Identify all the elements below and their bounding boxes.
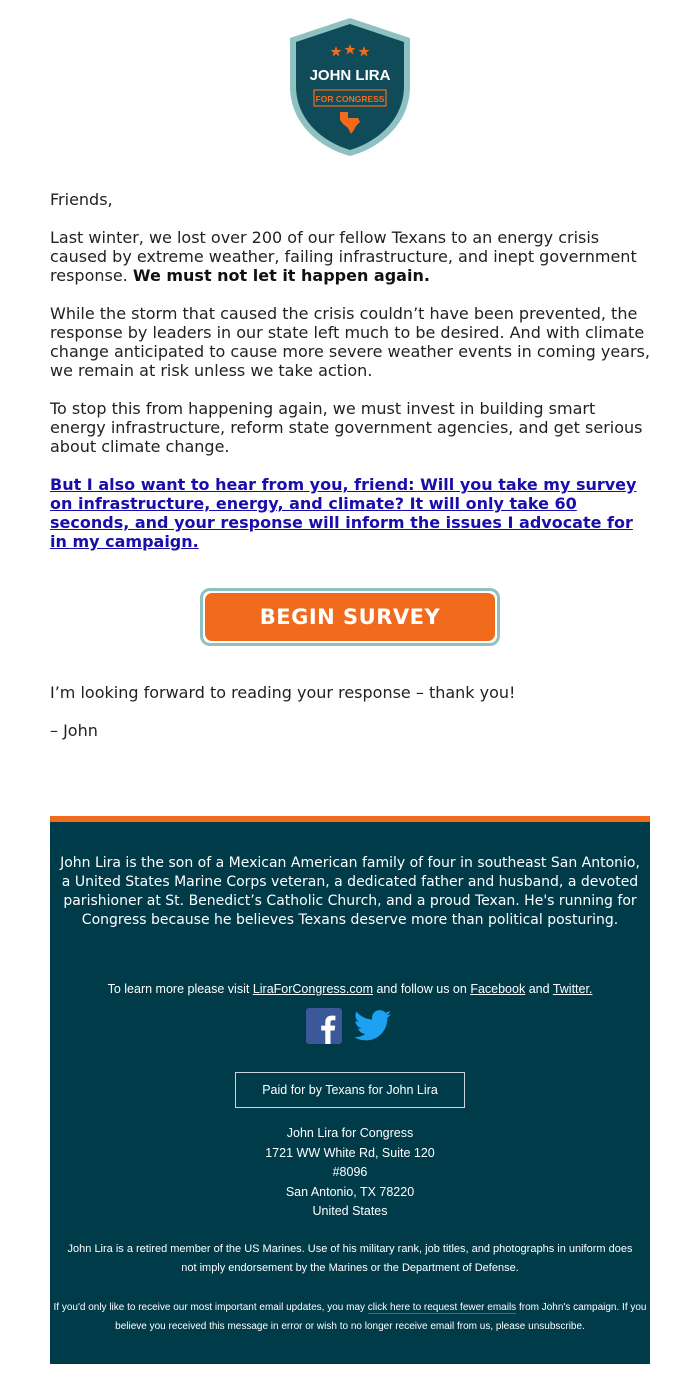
learn-more-line: To learn more please visit LiraForCongress.com and follow us on Facebook and Twitter. [107,982,593,996]
facebook-link[interactable]: Facebook [470,982,526,996]
military-disclaimer: John Lira is a retired member of the US Marines. Use of his military rank, job titles, and photographs in uniform does not imply endorsement by the Marines or the Department of Defense. [67,1243,633,1274]
begin-survey-button[interactable]: BEGIN SURVEY [205,593,495,641]
emphasis-text: We must not let it happen again. [132,266,430,285]
svg-text:FOR CONGRESS: FOR CONGRESS [315,94,385,104]
candidate-bio: John Lira is the son of a Mexican American family of four in southeast San Antonio, a United States Marine Corps veteran, a dedicated father and husband, a devoted parishioner at St. Benedict’s Catholic Church, and a proud Texan. He's running for Congress because he believes Texans deserve more than political posturing. [60,855,640,928]
paid-for-box: Paid for by Texans for John Lira [235,1072,465,1108]
twitter-link[interactable]: Twitter. [552,982,593,996]
paragraph-3: To stop this from happening again, we must invest in building smart energy infrastructure, reform state government agencies, and get serious about climate change. [50,399,643,456]
begin-survey-button-frame [200,588,500,646]
website-link[interactable]: LiraForCongress.com [252,982,373,996]
mailing-address: John Lira for Congress 1721 WW White Rd, Suite 120 #8096 San Antonio, TX 78220 United States [265,1126,435,1218]
facebook-icon[interactable] [306,1008,342,1044]
closing-text: I’m looking forward to reading your response – thank you! [50,683,516,702]
footer [50,816,650,1364]
svg-text:JOHN LIRA: JOHN LIRA [309,67,391,84]
unsubscribe-notice: If you'd only like to receive our most important email updates, you may click here to request fewer emails from John's campaign. If you believe you received this message in error or wish to no longer receive email from us, please unsubscribe. [53,1302,647,1332]
campaign-logo [288,16,412,158]
fewer-emails-link[interactable]: click here to request fewer emails [367,1302,517,1313]
letter-body [50,190,650,570]
social-icons [306,1008,394,1044]
greeting: Friends, [50,190,113,209]
paragraph-1: Last winter, we lost over 200 of our fellow Texans to an energy crisis caused by extreme weather, failing infrastructure, and inept government response. We must not let it happen again. [50,228,637,285]
survey-link[interactable]: But I also want to hear from you, friend: Will you take my survey on infrastructure, energy, and climate? It will only take 60 seconds, and your response will inform the issues I advocate for in my campaign. [50,475,637,551]
paragraph-2: While the storm that caused the crisis couldn’t have been prevented, the response by leaders in our state left much to be desired. And with climate change anticipated to cause more severe weather events in coming years, we remain at risk unless we take action. [50,304,650,380]
letter-closing [50,683,650,759]
twitter-icon[interactable] [354,1010,392,1042]
signoff: – John [50,721,98,740]
